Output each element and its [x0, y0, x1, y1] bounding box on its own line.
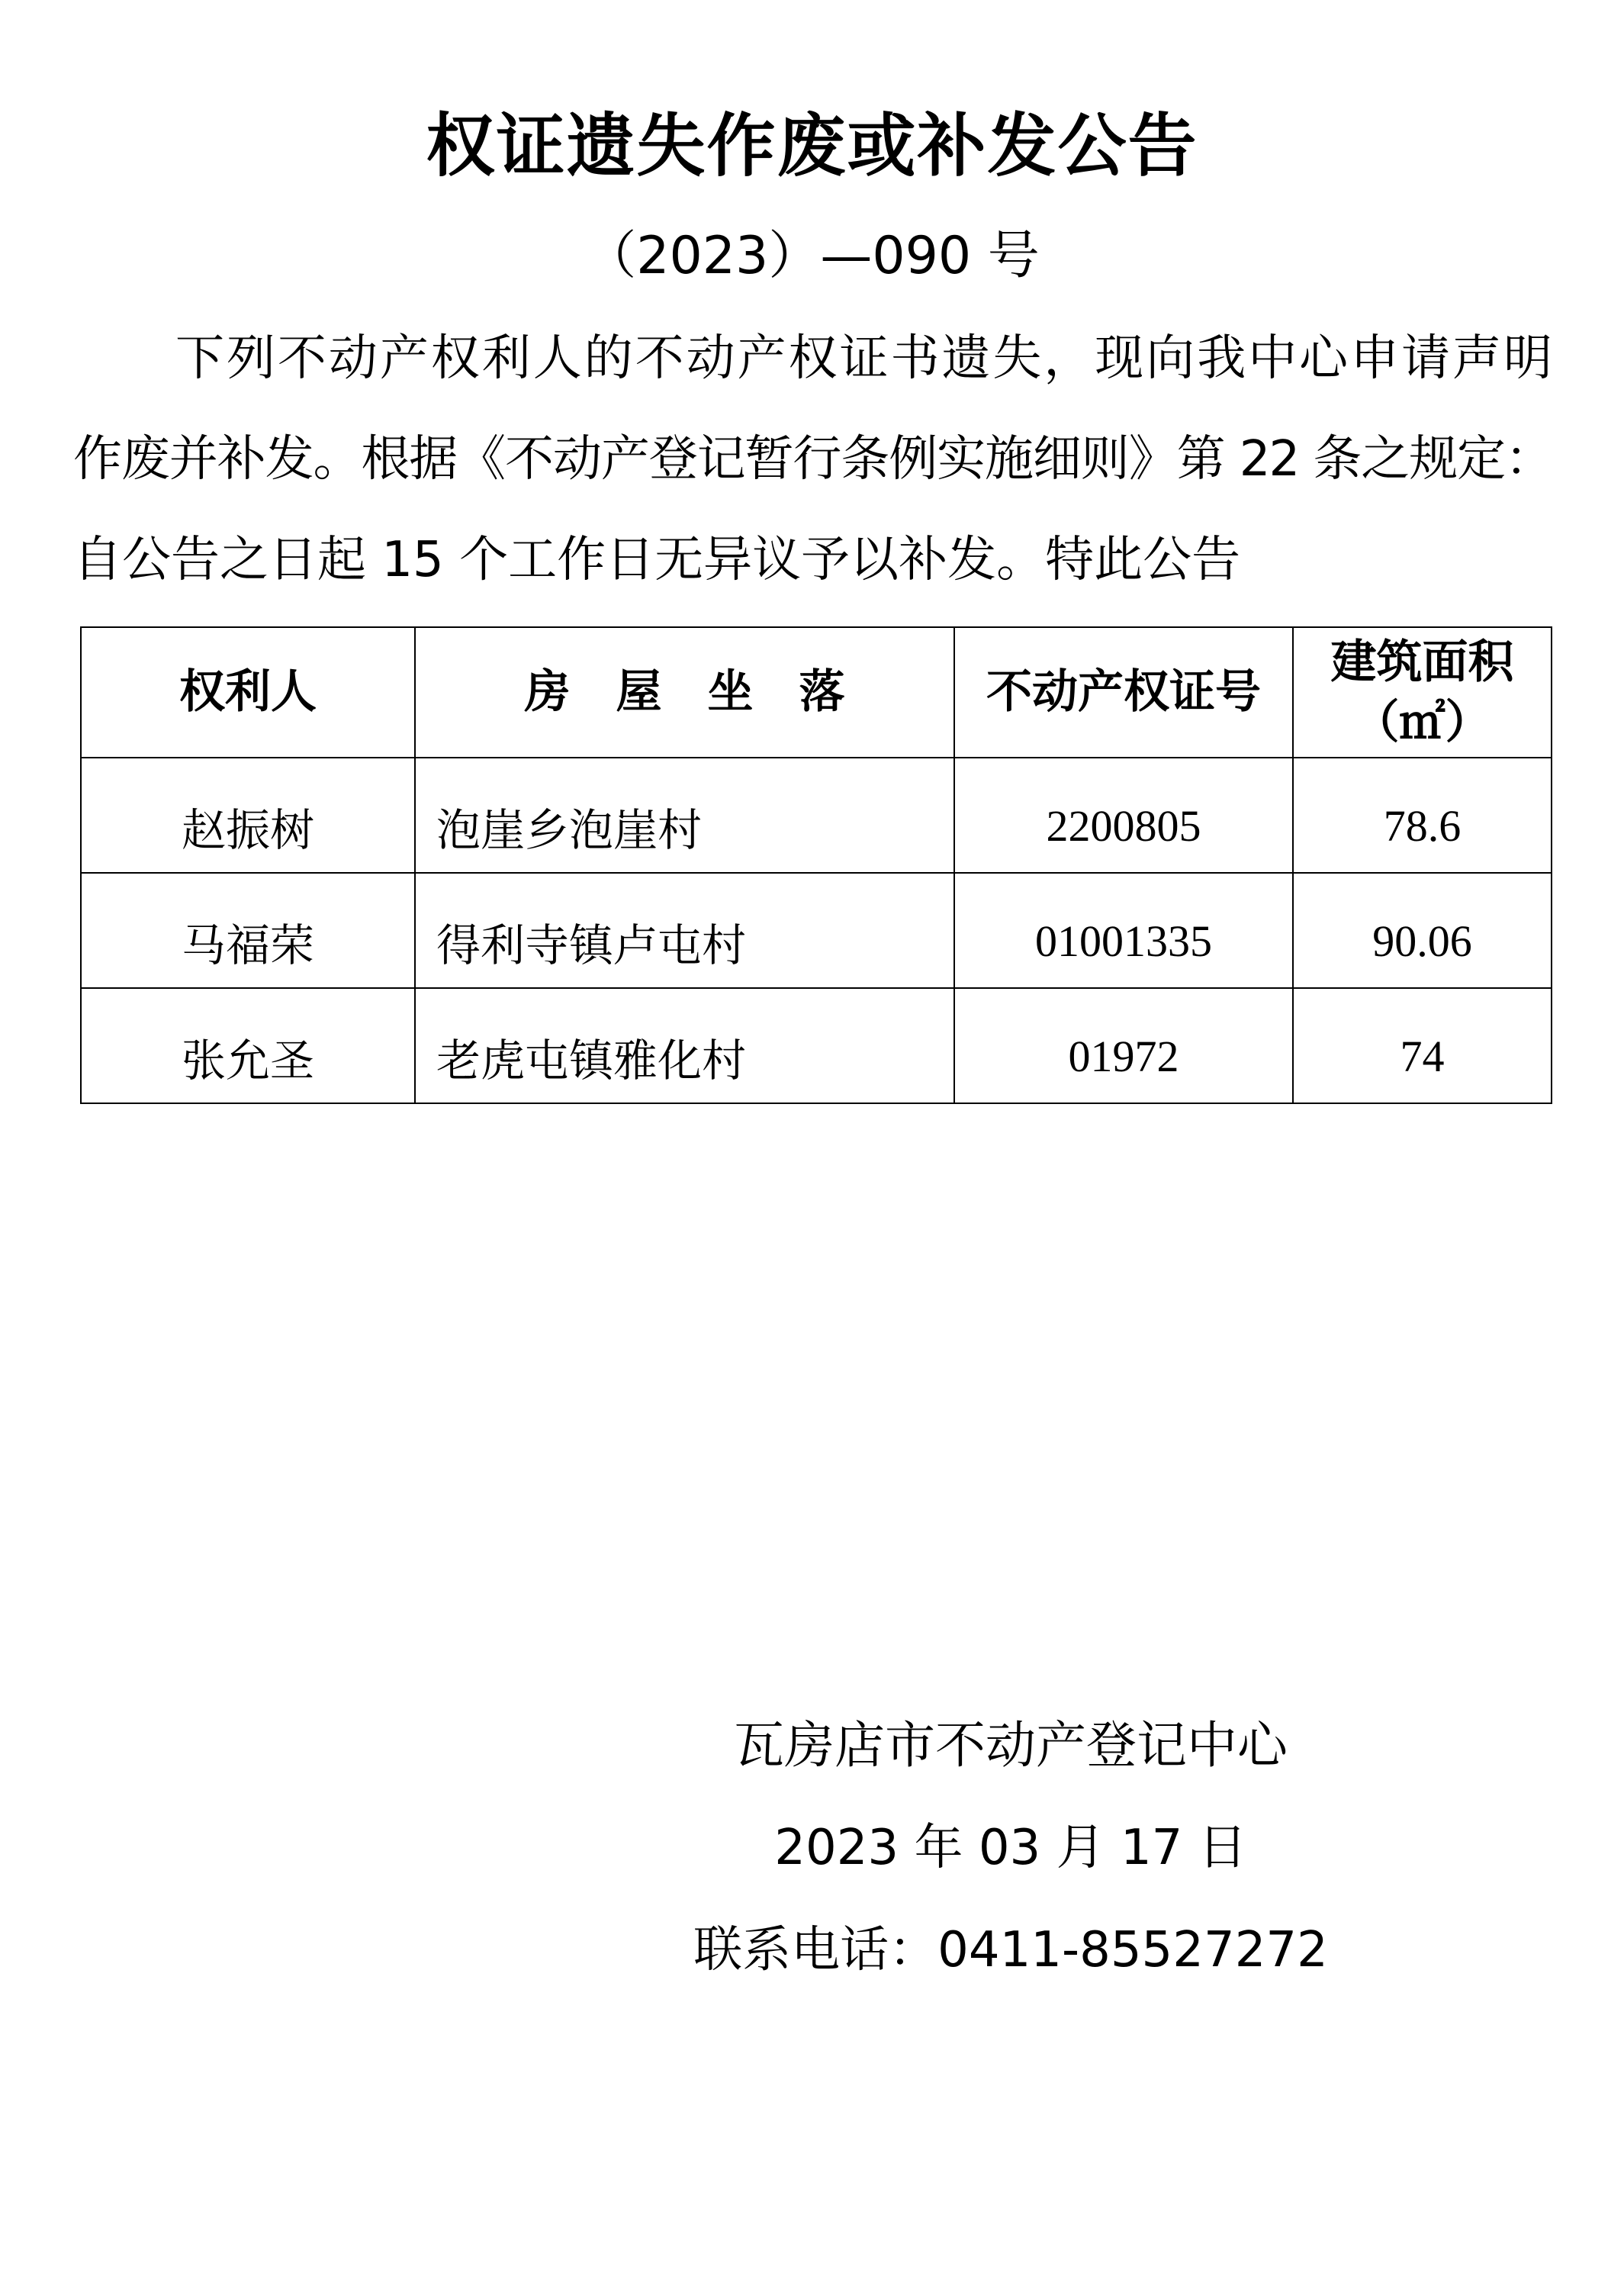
table-row: [81, 873, 1552, 988]
cell-holder: 马福荣: [81, 873, 415, 988]
cell-area: 78.6: [1293, 758, 1552, 873]
cell-area: 74: [1293, 988, 1552, 1103]
cell-location: 老虎屯镇雅化村: [415, 988, 954, 1103]
cell-holder: 赵振树: [81, 758, 415, 873]
notice-body-line: 作废并补发。根据《不动产登记暂行条例实施细则》第 22 条之规定：: [73, 431, 1552, 488]
header-holder: 权利人: [81, 627, 415, 758]
header-location: 房 屋 坐 落: [415, 627, 954, 758]
cell-cert-no: 01972: [954, 988, 1293, 1103]
notice-title: 权证遗失作废或补发公告: [426, 106, 1198, 186]
table-header-row: [81, 627, 1552, 758]
issuer-name: 瓦房店市不动产登记中心: [734, 1716, 1288, 1775]
issue-date: 2023 年 03 月 17 日: [774, 1820, 1247, 1876]
header-cert-no: 不动产权证号: [954, 627, 1293, 758]
cell-holder: 张允圣: [81, 988, 415, 1103]
notice-number: （2023）—090 号: [584, 226, 1040, 286]
contact-phone: 联系电话：0411-85527272: [693, 1922, 1328, 1978]
cell-cert-no: 01001335: [954, 873, 1293, 988]
notice-body-line: 自公告之日起 15 个工作日无异议予以补发。特此公告: [73, 532, 1241, 588]
notice-footer: [629, 1695, 1392, 2001]
cell-location: 得利寺镇卢屯村: [415, 873, 954, 988]
cell-area: 90.06: [1293, 873, 1552, 988]
notice-body-line: 下列不动产权利人的不动产权证书遗失，现向我中心申请声明: [175, 330, 1552, 387]
certificate-table: [80, 626, 1552, 1104]
header-area: [1293, 627, 1552, 758]
table-row: [81, 758, 1552, 873]
table-row: [81, 988, 1552, 1103]
header-area-unit: （㎡）: [1353, 695, 1491, 749]
cell-location: 泡崖乡泡崖村: [415, 758, 954, 873]
notice-body: [73, 308, 1552, 610]
cell-cert-no: 2200805: [954, 758, 1293, 873]
header-area-label: 建筑面积: [1330, 635, 1514, 689]
